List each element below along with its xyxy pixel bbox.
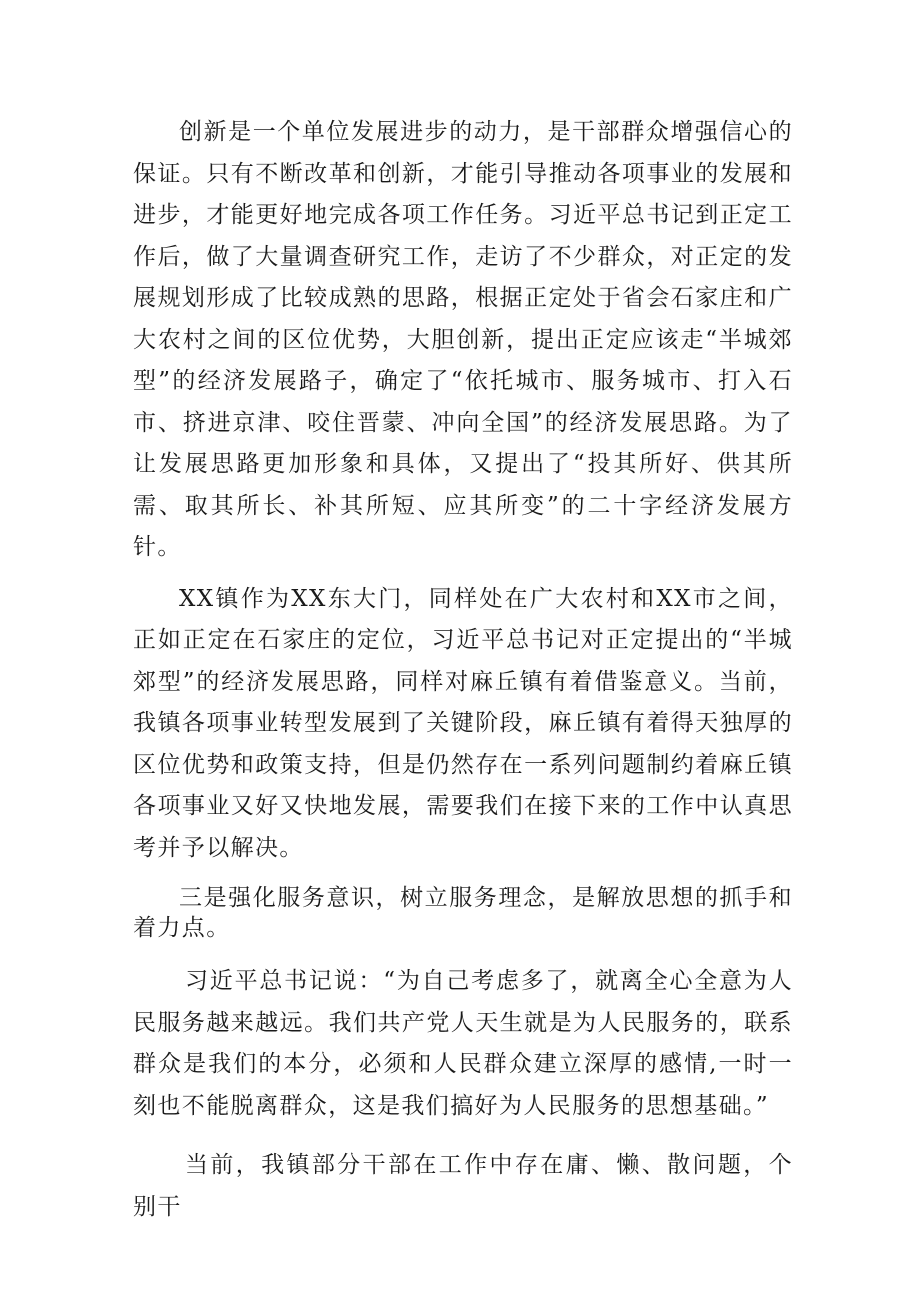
paragraph-quote: 习近平总书记说：“为自己考虑多了，就离全心全意为人民服务越来越远。我们共产党人天生就是为人民服务的，联系群众是我们的本分，必须和人民群众建立深厚的感情,一时一刻也不能脱离群众，这是我们搞好为人民服务的思想基础。” (133, 968, 793, 1119)
paragraph-service-awareness-heading: 三是强化服务意识，树立服务理念，是解放思想的抓手和着力点。 (133, 885, 793, 941)
paragraph-current-issues: 当前，我镇部分干部在工作中存在庸、懒、散问题，个别干 (133, 1152, 793, 1220)
paragraph-innovation: 创新是一个单位发展进步的动力，是干部群众增强信心的保证。只有不断改革和创新，才能引导推动各项事业的发展和进步，才能更好地完成各项工作任务。习近平总书记到正定工作后，做了大量调查研究工作，走访了不少群众，对正定的发展规划形成了比较成熟的思路，根据正定处于省会石家庄和广大农村之间的区位优势，大胆创新，提出正定应该走“半城郊型”的经济发展路子，确定了“依托城市、服务城市、打入石市、挤进京津、咬住晋蒙、冲向全国”的经济发展思路。为了让发展思路更加形象和具体，又提出了“投其所好、供其所需、取其所长、补其所短、应其所变”的二十字经济发展方针。 (133, 119, 793, 560)
document-body (133, 112, 793, 1228)
paragraph-town-positioning: XX镇作为XX东大门，同样处在广大农村和XX市之间，正如正定在石家庄的定位，习近平总书记对正定提出的“半城郊型”的经济发展思路，同样对麻丘镇有着借鉴意义。当前，我镇各项事业转型发展到了关键阶段，麻丘镇有着得天独厚的区位优势和政策支持，但是仍然存在一系列问题制约着麻丘镇各项事业又好又快地发展，需要我们在接下来的工作中认真思考并予以解决。 (133, 585, 793, 861)
